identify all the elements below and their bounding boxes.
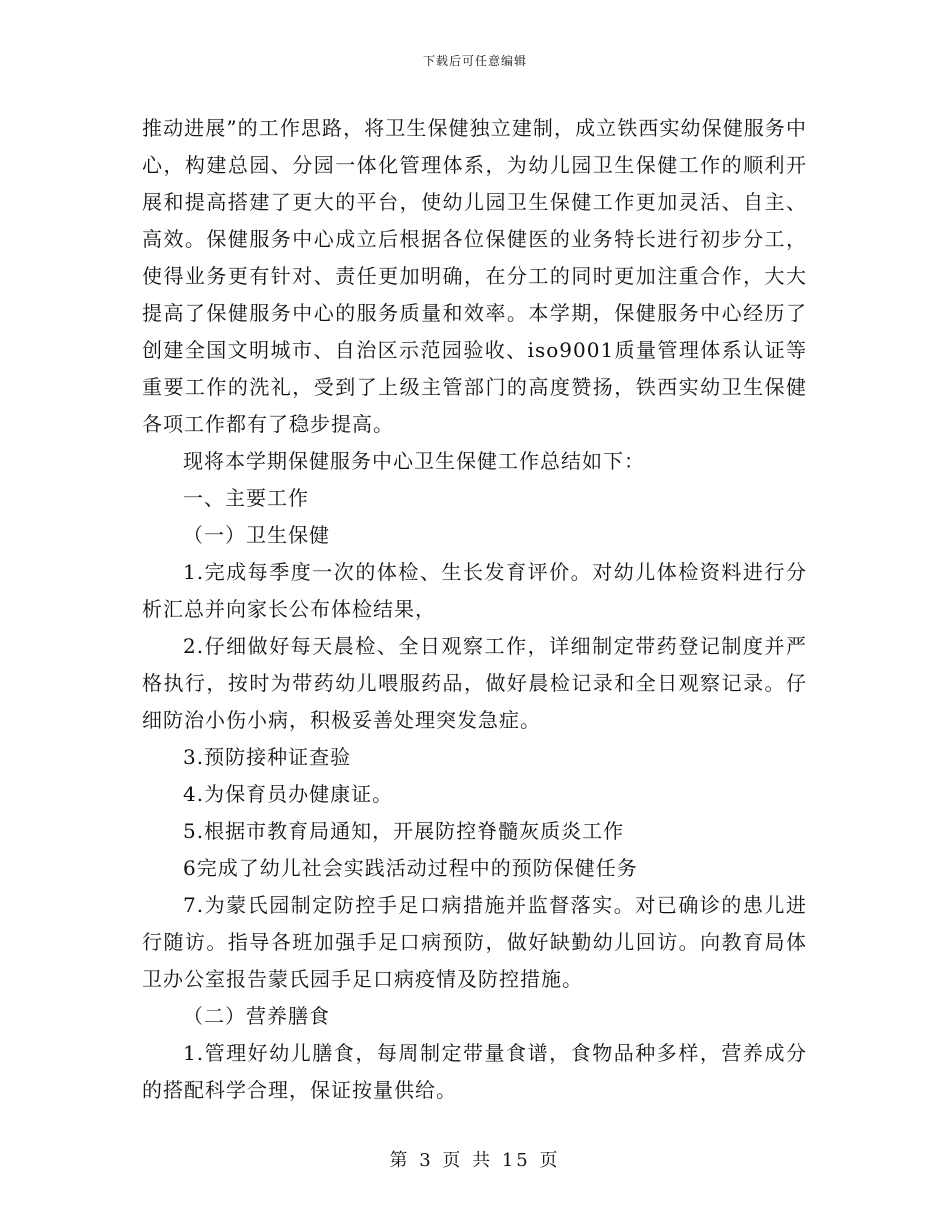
list-item-5: 5.根据市教育局通知，开展防控脊髓灰质炎工作: [183, 819, 625, 843]
list-item-1: 1.完成每季度一次的体检、生长发育评价。对幼儿体检资料进行分析汇总并向家长公布体检结果，: [142, 560, 807, 621]
paragraph-2: 现将本学期保健服务中心卫生保健工作总结如下：: [183, 449, 645, 473]
section-heading-main-work: 一、主要工作: [183, 486, 309, 510]
nutrition-item-1: 1.管理好幼儿膳食，每周制定带量食谱，食物品种多样，营养成分的搭配科学合理，保证按量供给。: [142, 1041, 807, 1102]
page-number-footer: 第 3 页 共 15 页: [389, 1150, 561, 1171]
document-body: [142, 110, 807, 1109]
page-header-note: 下载后可任意编辑: [422, 54, 527, 68]
list-item-6: 6完成了幼儿社会实践活动过程中的预防保健任务: [183, 856, 638, 880]
list-item-4: 4.为保育员办健康证。: [183, 782, 394, 806]
list-item-7: 7.为蒙氏园制定防控手足口病措施并监督落实。对已确诊的患儿进行随访。指导各班加强手足口病预防，做好缺勤幼儿回访。向教育局体卫办公室报告蒙氏园手足口病疫情及防控措施。: [142, 893, 807, 991]
subsection-heading-health: （一）卫生保健: [183, 523, 330, 547]
list-item-3: 3.预防接种证查验: [183, 745, 352, 769]
paragraph-1: 推动进展”的工作思路，将卫生保健独立建制，成立铁西实幼保健服务中心，构建总园、分园一体化管理体系，为幼儿园卫生保健工作的顺利开展和提高搭建了更大的平台，使幼儿园卫生保健工作更加灵活、自主、高效。保健服务中心成立后根据各位保健医的业务特长进行初步分工，使得业务更有针对、责任更加明确，在分工的同时更加注重合作，大大提高了保健服务中心的服务质量和效率。本学期，保健服务中心经历了创建全国文明城市、自治区示范园验收、iso9001质量管理体系认证等重要工作的洗礼，受到了上级主管部门的高度赞扬，铁西实幼卫生保健各项工作都有了稳步提高。: [142, 116, 807, 436]
list-item-2: 2.仔细做好每天晨检、全日观察工作，详细制定带药登记制度并严格执行，按时为带药幼儿喂服药品，做好晨检记录和全日观察记录。仔细防治小伤小病，积极妥善处理突发急症。: [142, 634, 807, 732]
subsection-heading-nutrition: （二）营养膳食: [183, 1004, 330, 1028]
